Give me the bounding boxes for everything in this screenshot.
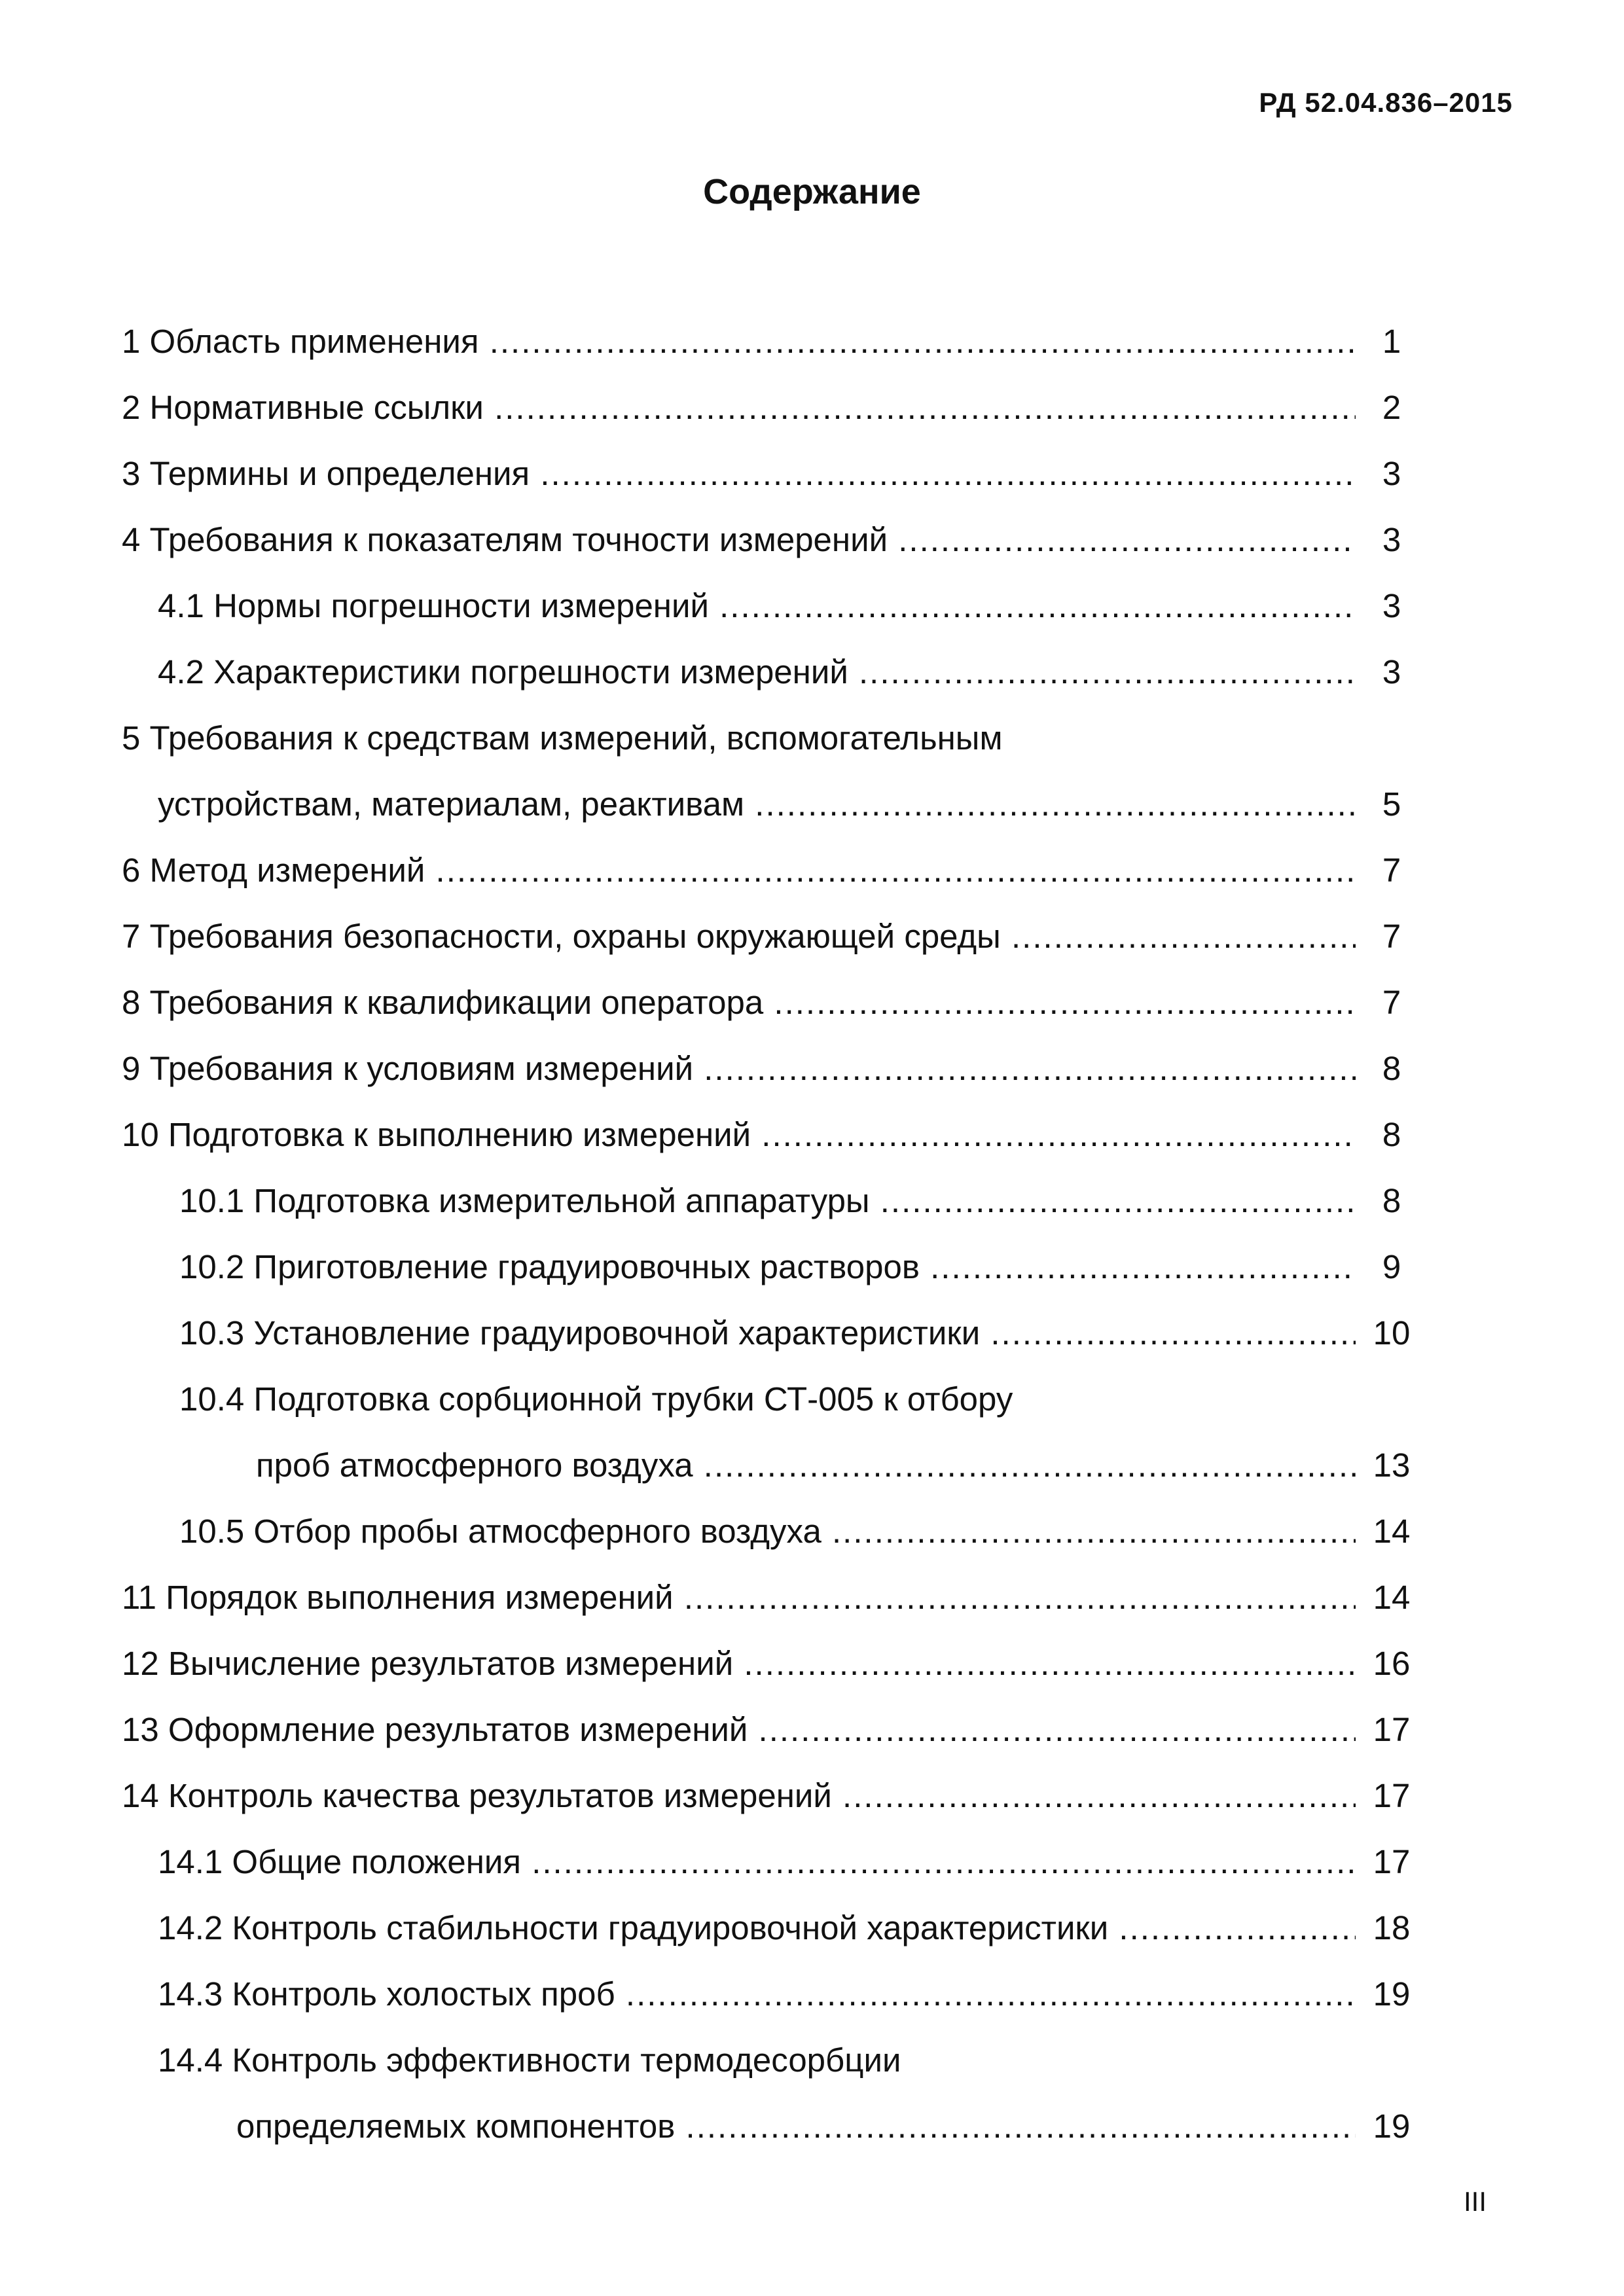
toc-entry-page: 8 <box>1382 1182 1401 1219</box>
toc-entry-page: 10 <box>1373 1314 1411 1352</box>
toc-entry[interactable] <box>122 1749 1428 1815</box>
toc-entry[interactable] <box>122 559 1428 625</box>
toc-entry[interactable] <box>122 1551 1428 1617</box>
toc-entry-page: 3 <box>1382 587 1401 624</box>
toc-entry[interactable] <box>122 956 1428 1022</box>
toc-entry-page: 3 <box>1382 455 1401 492</box>
toc-entry-page: 9 <box>1382 1248 1401 1285</box>
toc-entry[interactable] <box>122 1484 1428 1551</box>
toc-entry-page: 3 <box>1382 521 1401 558</box>
toc-entry[interactable] <box>122 889 1428 956</box>
toc-entry-title: проб атмосферного воздуха ..... <box>122 1446 1356 1484</box>
toc-entry-title: 7 Требования безопасности, охраны окружающей среды ..... <box>122 917 1356 956</box>
toc-entry-title: устройствам, материалам, реактивам ..... <box>122 785 1356 823</box>
toc-entry[interactable] <box>122 295 1428 361</box>
toc-entry[interactable] <box>122 823 1428 889</box>
toc-entry-page: 17 <box>1373 1843 1411 1880</box>
toc-entry-title: 2 Нормативные ссылки ..... <box>122 388 1356 427</box>
toc-entry-title: 6 Метод измерений ..... <box>122 851 1356 889</box>
page-folio: III <box>1463 2186 1487 2217</box>
toc-entry[interactable] <box>122 1088 1428 1154</box>
toc-entry[interactable] <box>122 1220 1428 1286</box>
toc-entry-title: определяемых компонентов ..... <box>122 2107 1356 2145</box>
toc-entry[interactable] <box>122 757 1428 823</box>
toc-entry-title: 14 Контроль качества результатов измерений ..... <box>122 1776 1356 1815</box>
toc-entry[interactable] <box>122 493 1428 559</box>
toc-entry-title: 10.2 Приготовление градуировочных растворов ..... <box>122 1247 1356 1286</box>
toc-entry-page: 7 <box>1382 918 1401 955</box>
toc-entry-title: 1 Область применения ..... <box>122 322 1356 361</box>
toc-entry-page: 8 <box>1382 1050 1401 1087</box>
toc-entry-page: 14 <box>1373 1579 1411 1616</box>
toc-entry-page: 2 <box>1382 389 1401 426</box>
toc-entry[interactable] <box>122 427 1428 493</box>
table-of-contents <box>122 295 1428 2145</box>
toc-entry-page: 7 <box>1382 852 1401 889</box>
toc-entry[interactable] <box>122 1881 1428 1947</box>
toc-entry[interactable] <box>122 1617 1428 1683</box>
toc-entry[interactable] <box>122 1947 1428 2013</box>
toc-entry-title: 14.1 Общие положения ..... <box>122 1842 1356 1881</box>
toc-entry-title: 14.2 Контроль стабильности градуировочной характеристики ..... <box>122 1909 1356 1947</box>
toc-entry-title: 14.4 Контроль эффективности термодесорбции <box>158 2041 901 2079</box>
toc-entry-page: 17 <box>1373 1777 1411 1814</box>
toc-entry-page: 7 <box>1382 984 1401 1021</box>
toc-entry-title: 5 Требования к средствам измерений, вспомогательным <box>122 719 1003 757</box>
page-title: Содержание <box>703 172 921 211</box>
toc-entry-page: 13 <box>1373 1446 1411 1484</box>
toc-entry[interactable] <box>122 691 1428 757</box>
toc-entry[interactable] <box>122 625 1428 691</box>
toc-entry-title: 12 Вычисление результатов измерений ..... <box>122 1644 1356 1683</box>
toc-entry-title: 10.4 Подготовка сорбционной трубки СТ-005 к отбору <box>179 1380 1013 1418</box>
toc-entry-page: 17 <box>1373 1711 1411 1748</box>
toc-entry-page: 8 <box>1382 1116 1401 1153</box>
toc-entry[interactable] <box>122 1352 1428 1418</box>
toc-entry-title: 10.3 Установление градуировочной характеристики ..... <box>122 1314 1356 1352</box>
toc-entry[interactable] <box>122 2079 1428 2145</box>
toc-entry-page: 5 <box>1382 785 1401 823</box>
toc-entry-page: 16 <box>1373 1645 1411 1682</box>
toc-entry-page: 3 <box>1382 653 1401 691</box>
document-code: РД 52.04.836–2015 <box>1259 87 1513 118</box>
toc-entry-title: 4.1 Нормы погрешности измерений ..... <box>122 586 1356 625</box>
toc-entry[interactable] <box>122 2013 1428 2079</box>
toc-entry[interactable] <box>122 1418 1428 1484</box>
toc-entry-title: 10 Подготовка к выполнению измерений ..... <box>122 1115 1356 1154</box>
toc-entry-title: 3 Термины и определения ..... <box>122 454 1356 493</box>
toc-entry-title: 14.3 Контроль холостых проб ..... <box>122 1975 1356 2013</box>
toc-entry-title: 13 Оформление результатов измерений ..... <box>122 1710 1356 1749</box>
toc-entry-title: 9 Требования к условиям измерений ..... <box>122 1049 1356 1088</box>
toc-entry[interactable] <box>122 1022 1428 1088</box>
toc-entry[interactable] <box>122 1683 1428 1749</box>
toc-entry[interactable] <box>122 361 1428 427</box>
toc-entry-title: 4 Требования к показателям точности измерений ..... <box>122 520 1356 559</box>
toc-entry-page: 19 <box>1373 1975 1411 2013</box>
toc-entry-title: 11 Порядок выполнения измерений ..... <box>122 1578 1356 1617</box>
toc-entry-title: 10.1 Подготовка измерительной аппаратуры ..... <box>122 1181 1356 1220</box>
toc-entry-page: 1 <box>1382 323 1401 360</box>
toc-entry[interactable] <box>122 1286 1428 1352</box>
toc-entry[interactable] <box>122 1815 1428 1881</box>
toc-entry-title: 8 Требования к квалификации оператора ..... <box>122 983 1356 1022</box>
toc-entry-title: 4.2 Характеристики погрешности измерений ..... <box>122 653 1356 691</box>
toc-entry-title: 10.5 Отбор пробы атмосферного воздуха ..... <box>122 1512 1356 1551</box>
toc-entry-page: 14 <box>1373 1513 1411 1550</box>
toc-entry-page: 19 <box>1373 2108 1411 2145</box>
toc-entry[interactable] <box>122 1154 1428 1220</box>
toc-entry-page: 18 <box>1373 1909 1411 1946</box>
